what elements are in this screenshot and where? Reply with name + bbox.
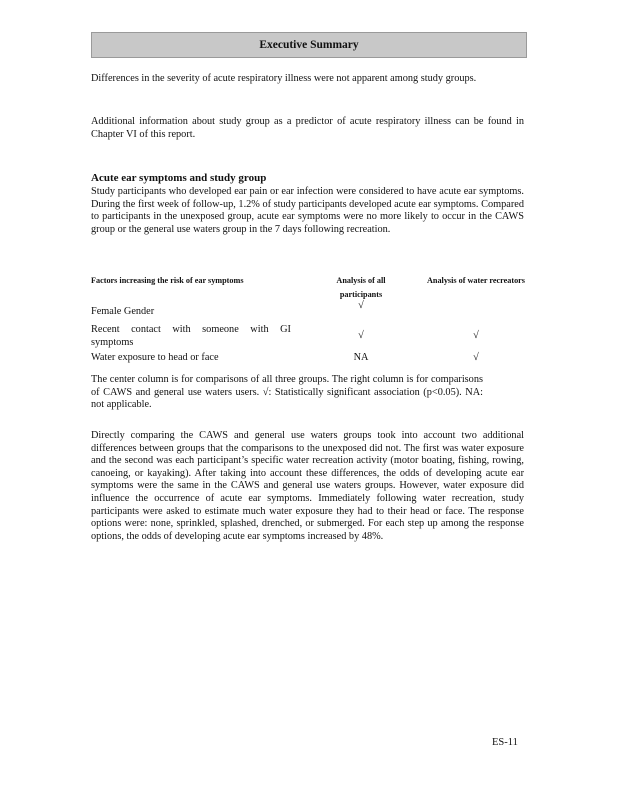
header-bar: [91, 32, 527, 58]
table-header-water: Analysis of water recreators: [427, 276, 525, 285]
table-cell-all: √: [358, 330, 364, 341]
table-row: [91, 300, 524, 324]
table-cell-all: √: [358, 300, 364, 311]
table-header-all: Analysis of all participants: [336, 276, 386, 299]
table-cell-factor: Recent contact with someone with GI symptoms: [91, 324, 291, 348]
table-cell-water: √: [473, 330, 479, 341]
section-paragraph: Study participants who developed ear pain or ear infection were considered to have acute ear symptoms. During the first week of follow-up, 1.2% of study participants developed acute ear symptoms. Compared to participants in the unexposed group, acute ear symptoms were no more likely to occur in the CAWS group or the general use waters group in the 7 days following recreation.: [91, 186, 524, 235]
table-note: The center column is for comparisons of all three groups. The right column is for comparisons of CAWS and general use waters users. √: Statistically significant association (p<0.05). NA: not applicable.: [91, 374, 483, 411]
table-cell-water: √: [473, 352, 479, 363]
table-row: [91, 324, 524, 352]
section-heading: Acute ear symptoms and study group: [91, 172, 267, 184]
table-cell-factor: Water exposure to head or face: [91, 352, 219, 363]
page-title: Executive Summary: [259, 39, 359, 51]
table-cell-factor: Female Gender: [91, 306, 155, 317]
table-header-factors: Factors increasing the risk of ear symptoms: [91, 276, 244, 285]
table-row: [91, 352, 524, 367]
intro-paragraph-1: Differences in the severity of acute respiratory illness were not apparent among study groups.: [91, 73, 477, 84]
risk-factors-table: [91, 274, 524, 367]
table-header-row: [91, 274, 524, 302]
closing-paragraph: Directly comparing the CAWS and general use waters groups took into account two additional differences between groups that the comparisons to the unexposed did not. The first was water exposure and the second was each participant’s specific water recreation activity (motor boating, fishing, rowing, canoeing, or kayaking). After taking into account these differences, the odds of developing acute ear symptoms were the same in the CAWS and general use waters groups. However, water exposure did influence the occurrence of acute ear symptoms. Immediately following water recreation, study participants were asked to estimate much water exposure they had to their head or face. The response options were: none, sprinkled, splashed, drenched, or submerged. For each step up among the response options, the odds of developing acute ear symptoms increased by 48%.: [91, 430, 524, 542]
intro-paragraph-2: Additional information about study group as a predictor of acute respiratory illness can be found in Chapter VI of this report.: [91, 116, 524, 140]
table-cell-all: NA: [353, 352, 369, 363]
page-number: ES-11: [492, 737, 518, 748]
